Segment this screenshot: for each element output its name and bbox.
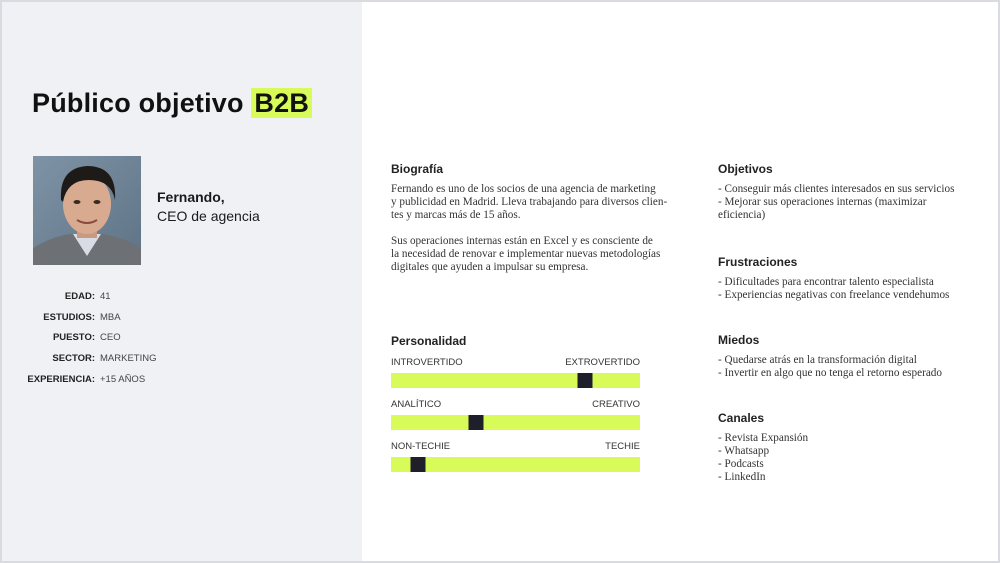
frustraciones-title: Frustraciones [718, 255, 798, 269]
slider-labels [391, 399, 640, 410]
personality-title: Personalidad [391, 334, 467, 348]
slider-knob [468, 415, 483, 430]
list-item: - Whatsapp [718, 445, 770, 457]
bio-line: la necesidad de renovar e implementar nuevas metodologías [391, 248, 661, 260]
persona-name [157, 188, 260, 226]
canales-list [718, 432, 808, 484]
fact-value: +15 AÑOS [100, 373, 146, 385]
bio-line: Sus operaciones internas están en Excel y es consciente de [391, 235, 653, 247]
miedos-title: Miedos [718, 333, 760, 347]
canales-title: Canales [718, 411, 765, 425]
bio-line: digitales que ayuden a impulsar su empresa. [391, 261, 589, 273]
list-item: - Mejorar sus operaciones internas (maximizar [718, 196, 927, 208]
bio-text [391, 183, 667, 274]
fact-row [20, 287, 156, 308]
list-item: - Revista Expansión [718, 432, 809, 444]
fact-label: SECTOR: [52, 353, 95, 365]
title-text: Público objetivo [32, 88, 244, 118]
fact-value: MARKETING [100, 353, 157, 365]
miedos-list [718, 354, 942, 380]
bio-line: y publicidad en Madrid. Lleva trabajando para diversos clien- [391, 196, 668, 208]
fact-label: ESTUDIOS: [43, 311, 95, 323]
title-highlight: B2B [251, 88, 312, 118]
list-item: - Dificultades para encontrar talento especialista [718, 276, 934, 288]
list-item: - Invertir en algo que no tenga el retorno esperado [718, 367, 942, 379]
page-title [32, 88, 312, 119]
bio-title: Biografía [391, 162, 444, 176]
fact-row [20, 308, 156, 329]
objetivos-title: Objetivos [718, 162, 773, 176]
slider-right-label: TECHIE [605, 441, 640, 452]
bio-line: Fernando es uno de los socios de una agencia de marketing [391, 183, 656, 195]
bio-line: tes y marcas más de 15 años. [391, 209, 521, 221]
persona-first-name: Fernando, [157, 189, 225, 205]
fact-row [20, 349, 156, 370]
list-item: - LinkedIn [718, 471, 766, 483]
facts-list [20, 287, 156, 391]
slider-right-label: EXTROVERTIDO [565, 357, 640, 368]
frustraciones-list [718, 276, 949, 302]
list-item: - Conseguir más clientes interesados en sus servicios [718, 183, 955, 195]
fact-value: 41 [100, 291, 111, 302]
fact-label: EXPERIENCIA: [27, 373, 95, 385]
personality-slider [391, 441, 640, 472]
slider-track [391, 415, 640, 430]
list-item: - Podcasts [718, 458, 764, 470]
list-item: eficiencia) [718, 209, 766, 221]
slider-track [391, 457, 640, 472]
objetivos-list [718, 183, 954, 222]
slider-knob [411, 457, 426, 472]
list-item: - Quedarse atrás en la transformación digital [718, 354, 917, 366]
fact-value: CEO [100, 332, 121, 344]
bio-line [391, 222, 667, 235]
slider-right-label: CREATIVO [592, 399, 640, 410]
persona-role: CEO de agencia [157, 208, 260, 224]
fact-row [20, 328, 156, 349]
slider-left-label: ANALÍTICO [391, 399, 442, 410]
fact-label: EDAD: [64, 291, 95, 302]
slider-labels [391, 441, 640, 452]
fact-row [20, 370, 156, 391]
slider-track [391, 373, 640, 388]
slider-labels [391, 357, 640, 368]
personality-slider [391, 357, 640, 388]
slider-left-label: NON-TECHIE [391, 441, 451, 452]
fact-value: MBA [100, 311, 121, 323]
slider-knob [578, 373, 593, 388]
personality-slider [391, 399, 640, 430]
list-item: - Experiencias negativas con freelance vendehumos [718, 289, 950, 301]
avatar [33, 156, 141, 265]
fact-label: PUESTO: [52, 332, 95, 344]
slider-left-label: INTROVERTIDO [391, 357, 463, 368]
